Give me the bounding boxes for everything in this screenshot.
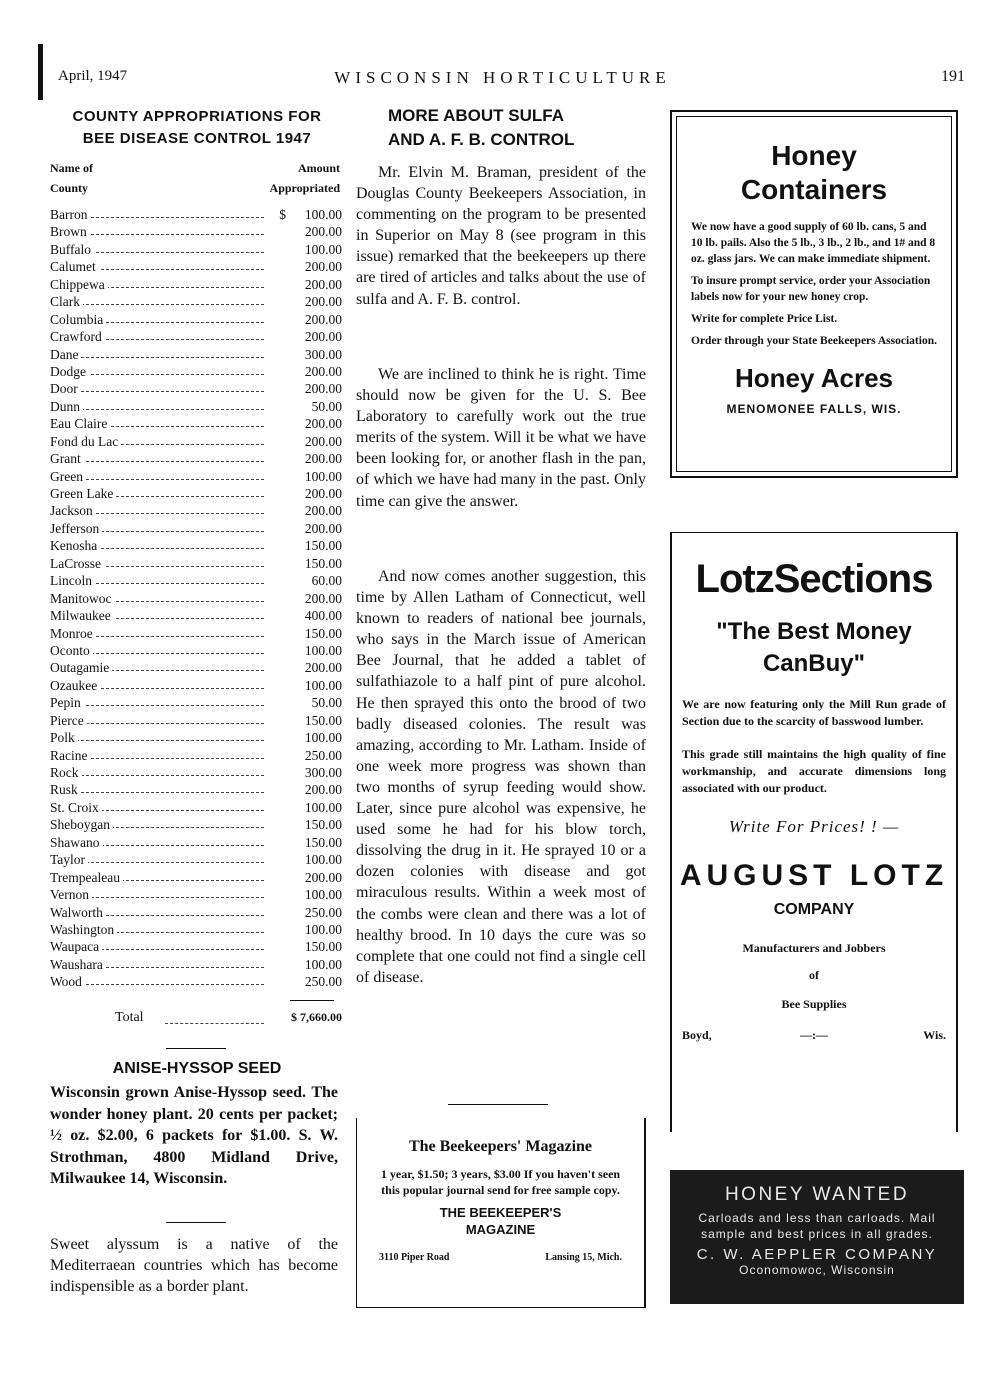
table-row [50,293,342,310]
appropriations-title-line2: BEE DISEASE CONTROL 1947 [82,130,312,147]
anise-hyssop-body: Wisconsin grown Anise-Hyssop seed. The wonder honey plant. 20 cents per packet; ½ oz. $2.00, 6 packets for $1.00. S. W. Strothman, 4800 Midland Drive, Milwaukee 14, Wisconsin. [50,1084,338,1187]
table-row [50,520,342,537]
county-amount: 200.00 [304,294,342,310]
table-row [50,590,342,607]
article-paragraph-2: We are inclined to think he is right. Time should now be given for the U. S. Bee Laboratory to carefully work out the true merits of the system. Will it be what we have been looking for, or another flash in the pan, of which we have had many in the past. Only time can give the answer. [356,366,646,510]
county-name: Green [50,468,86,485]
table-row [50,537,342,554]
article-title-line1: MORE ABOUT SULFA [388,106,564,125]
county-name: Milwaukee [50,607,114,624]
amount-column-header [230,158,340,198]
table-row [50,834,342,851]
county-name: Wood [50,973,85,990]
lotz-slogan-line1: "The Best Money [716,618,912,645]
county-name: Green Lake [50,485,116,502]
county-name: Brown [50,223,90,240]
leader-dots [56,705,264,706]
county-header-line1: Name of [50,161,93,175]
county-amount: 100.00 [304,887,342,903]
amount-header-line2: Appropriated [269,181,340,195]
leader-dots [56,357,264,358]
county-amount: 200.00 [304,363,342,379]
table-row [50,258,342,275]
county-amount: 50.00 [311,695,342,711]
county-amount: 100.00 [304,241,342,257]
leader-dots [56,304,264,305]
article-paragraph-1: Mr. Elvin M. Braman, president of the Douglas County Beekeepers Association, in commenting on the program to be presented in Superior on May 8 (see program in this issue) remarked that the beekeepers up there are tired of articles and talks about the use of sulfa and A. F. B. control. [356,164,646,308]
county-amount: 50.00 [311,398,342,414]
lotz-company-label: COMPANY [773,901,855,918]
magazine-city: Lansing 15, Mich. [545,1252,622,1263]
table-row [50,694,342,711]
county-name: Fond du Lac [50,433,121,450]
total-row [115,1010,342,1030]
table-row [50,869,342,886]
honey-containers-service: To insure prompt service, order your Association labels now for your new honey crop. [691,275,931,303]
county-name: Clark [50,293,83,310]
table-row [50,398,342,415]
county-name: Jefferson [50,520,102,537]
leader-dots [56,461,264,462]
lotz-state: Wis. [923,1028,946,1042]
total-rule [290,1000,334,1001]
total-amount: $ 7,660.00 [291,1010,342,1024]
lotz-write-for-prices: Write For Prices! ! — [728,817,900,836]
honey-containers-title [677,139,951,207]
leader-dots [56,479,264,480]
table-row [50,450,342,467]
section-divider [166,1048,226,1049]
honey-containers-order: Order through your State Beekeepers Association. [691,335,937,347]
lotz-quality-text: This grade still maintains the high quality of fine workmanship, and accurate dimensions long associated with our product. [682,747,946,795]
county-name: Sheboygan [50,816,113,833]
honey-wanted-title: HONEY WANTED [724,1184,910,1205]
leader-dots [56,391,264,392]
county-name: Vernon [50,886,92,903]
table-row [50,555,342,572]
county-amount: 150.00 [304,712,342,728]
page-number: 191 [941,68,965,85]
county-amount: 100.00 [304,799,342,815]
table-row [50,433,342,450]
county-amount: 200.00 [304,486,342,501]
beekeepers-magazine-ad [356,1118,646,1308]
county-amount: 100.00 [304,956,342,972]
county-name: Manitowoc [50,590,115,607]
county-name: Racine [50,747,90,764]
table-row [50,851,342,868]
lotz-manufacturers: Manufacturers and Jobbers [742,941,886,955]
article-title-line2: AND A. F. B. CONTROL [388,130,575,149]
county-amount: 250.00 [304,904,342,920]
county-name: Oconto [50,642,93,659]
honey-containers-title-line1: Honey [771,140,857,171]
magazine-ad-body: 1 year, $1.50; 3 years, $3.00 If you haven't seen this popular journal send for free sample copy. [380,1167,621,1197]
county-amount: 200.00 [304,520,342,536]
lotz-bee-supplies: Bee Supplies [781,997,847,1011]
lotz-address [682,1028,946,1046]
honey-wanted-body: Carloads and less than carloads. Mail sample and best prices in all grades. [698,1211,936,1241]
county-name: Columbia [50,311,106,328]
county-name: Rock [50,764,82,781]
table-row [50,781,342,798]
county-amount: 200.00 [304,416,342,432]
county-amount: 400.00 [304,608,342,624]
table-row [50,712,342,729]
table-row [50,485,342,502]
table-row [50,677,342,694]
county-header-line2: County [50,181,89,195]
running-header-title: WISCONSIN HORTICULTURE [334,68,671,87]
county-amount: 250.00 [304,747,342,763]
table-row [50,816,342,833]
county-name: Monroe [50,625,96,642]
county-name: Eau Claire [50,415,110,432]
county-name: Chippewa [50,276,108,293]
county-name: Ozaukee [50,677,100,694]
table-row [50,921,342,938]
county-amount: 200.00 [304,590,342,606]
anise-hyssop-title: ANISE-HYSSOP SEED [112,1060,282,1077]
table-row [50,502,342,519]
appropriations-title-line1: COUNTY APPROPRIATIONS FOR [72,108,322,125]
county-amount: 100.00 [304,730,342,746]
table-row [50,468,342,485]
county-name: LaCrosse [50,555,104,572]
lotz-separator: —:— [800,1028,828,1042]
county-name: Dodge [50,363,89,380]
county-name: Jackson [50,502,96,519]
county-name: Taylor [50,851,88,868]
lotz-slogan [672,616,956,680]
county-amount: 100.00 [304,642,342,658]
county-amount: 200.00 [304,224,342,240]
article-paragraph-3: And now comes another suggestion, this time by Allen Latham of Connecticut, well known to readers of national bee journals, who says in the March issue of American Bee Journal, that he added a tablet of sulfathiazole to a half pint of pure alcohol. He then sprayed this onto the brood of two badly diseased colonies. The result was amazing, according to Mr. Latham. Inside of one week more progress was shown than two months of syrup feeding would show. Later, since pure alcohol was expensive, he used some he had for his blow torch, dissolving the drug in it. He sprayed 10 or a dozen colonies with disease and got miraculous results. Within a week most of the combs were clean and there was a lot of healthy brood. In 10 days the cure was so complete that one could not find a single cell of disease. [356,568,646,986]
county-name: Calumet [50,258,99,275]
county-name: Walworth [50,904,106,921]
total-label: Total [115,1010,148,1026]
county-amount: 100.00 [304,921,342,937]
leader-dots [56,723,264,724]
county-amount: 150.00 [304,834,342,850]
county-amount: 200.00 [304,433,342,449]
county-column-header [50,158,130,198]
county-name: Dunn [50,398,83,415]
lotz-of: of [809,968,819,982]
honey-acres-location: MENOMONEE FALLS, WIS. [726,402,902,416]
county-name: Crawford [50,328,105,345]
county-amount: 200.00 [304,329,342,345]
table-row [50,380,342,397]
county-amount: 100.00 [304,207,342,222]
leader-dots [56,792,264,793]
honey-containers-price-list: Write for complete Price List. [691,313,838,325]
table-row [50,346,342,363]
county-amount: 200.00 [304,782,342,798]
county-amount: 300.00 [304,765,342,780]
leader-dots [56,984,264,985]
table-row [50,311,342,328]
table-row [50,799,342,816]
table-row [50,729,342,746]
table-row [50,206,342,223]
table-row [50,607,342,624]
county-name: Grant [50,450,84,467]
county-name: Waupaca [50,938,102,955]
table-row [50,938,342,955]
leader-dots [56,740,264,741]
table-row [50,415,342,432]
honey-acres-name: Honey Acres [735,363,893,393]
county-amount: 200.00 [304,259,342,275]
appropriations-column-headers [50,158,340,198]
county-amount: 100.00 [304,852,342,868]
magazine-ad-address [379,1252,622,1266]
county-amount: 200.00 [304,311,342,327]
magazine-name-line2: MAGAZINE [465,1222,536,1237]
county-amount: 200.00 [304,869,342,885]
county-amount: 60.00 [311,573,342,589]
sweet-alyssum-note: Sweet alyssum is a native of the Mediterraean countries which has become indispensible as a border plant. [50,1236,338,1295]
county-name: Buffalo [50,241,94,258]
aeppler-location: Oconomowoc, Wisconsin [739,1263,895,1277]
total-leader [165,1023,264,1024]
county-amount: 150.00 [304,817,342,833]
county-name: Door [50,380,81,397]
amount-header-line1: Amount [297,161,340,175]
table-row [50,956,342,973]
issue-date: April, 1947 [58,68,128,84]
county-name: Outagamie [50,659,112,676]
county-name: Pierce [50,712,87,729]
table-row [50,659,342,676]
table-row [50,572,342,589]
honey-containers-title-line2: Containers [740,174,888,205]
august-lotz-name: AUGUST LOTZ [679,859,949,892]
honey-containers-ad-inner [676,116,952,472]
county-amount: 100.00 [304,677,342,693]
table-row [50,886,342,903]
table-row [50,973,342,990]
county-name: Washington [50,921,117,938]
county-amount: 150.00 [304,555,342,571]
county-amount: 200.00 [304,276,342,292]
lotz-sections-title: LotzSections [695,557,933,601]
table-row [50,625,342,642]
table-row [50,276,342,293]
county-name: Pepin [50,694,84,711]
county-name: St. Croix [50,799,102,816]
magazine-ad-title: The Beekeepers' Magazine [408,1138,593,1155]
magazine-ad-name [357,1204,644,1238]
lotz-featuring-text: We are now featuring only the Mill Run grade of Section due to the scarcity of basswood lumber. [682,697,946,728]
table-row [50,747,342,764]
county-amount: 200.00 [304,451,342,467]
county-amount: 200.00 [304,503,342,519]
county-name: Barron [50,206,91,223]
magazine-street: 3110 Piper Road [379,1252,450,1263]
lotz-slogan-line2: CanBuy" [762,650,866,677]
lotz-city: Boyd, [682,1028,712,1042]
honey-wanted-ad [670,1170,964,1304]
leader-dots [56,775,264,776]
county-name: Rusk [50,781,81,798]
section-divider [166,1222,226,1223]
county-name: Shawano [50,834,103,851]
appropriations-title [52,106,342,150]
county-name: Lincoln [50,572,95,589]
table-row [50,904,342,921]
table-row [50,642,342,659]
section-divider [448,1104,548,1105]
county-name: Polk [50,729,78,746]
table-row [50,241,342,258]
county-name: Dane [50,346,81,363]
table-row [50,363,342,380]
county-appropriations-table [50,206,342,991]
lotz-sections-ad [670,532,958,1132]
honey-containers-supply: We now have a good supply of 60 lb. cans, 5 and 10 lb. pails. Also the 5 lb., 3 lb., 2 lb., and 1# and 8 oz. glass jars. We can make immediate shipment. [691,221,936,265]
county-name: Waushara [50,956,106,973]
currency-sign: $ [279,207,286,222]
county-amount: 150.00 [304,939,342,955]
county-amount: 200.00 [304,660,342,676]
county-amount: 100.00 [304,468,342,484]
county-name: Trempealeau [50,869,123,886]
county-amount: 250.00 [304,974,342,990]
county-amount: 150.00 [304,538,342,554]
county-amount: 300.00 [304,346,342,362]
table-row [50,328,342,345]
honey-containers-ad [670,110,958,478]
table-row [50,764,342,781]
county-amount: 150.00 [304,625,342,641]
county-amount: 200.00 [304,381,342,397]
leader-dots [56,409,264,410]
county-name: Kenosha [50,537,100,554]
table-row [50,223,342,240]
aeppler-company-name: C. W. AEPPLER COMPANY [696,1246,938,1263]
article-title [356,104,656,152]
magazine-name-line1: THE BEEKEEPER'S [439,1205,562,1220]
